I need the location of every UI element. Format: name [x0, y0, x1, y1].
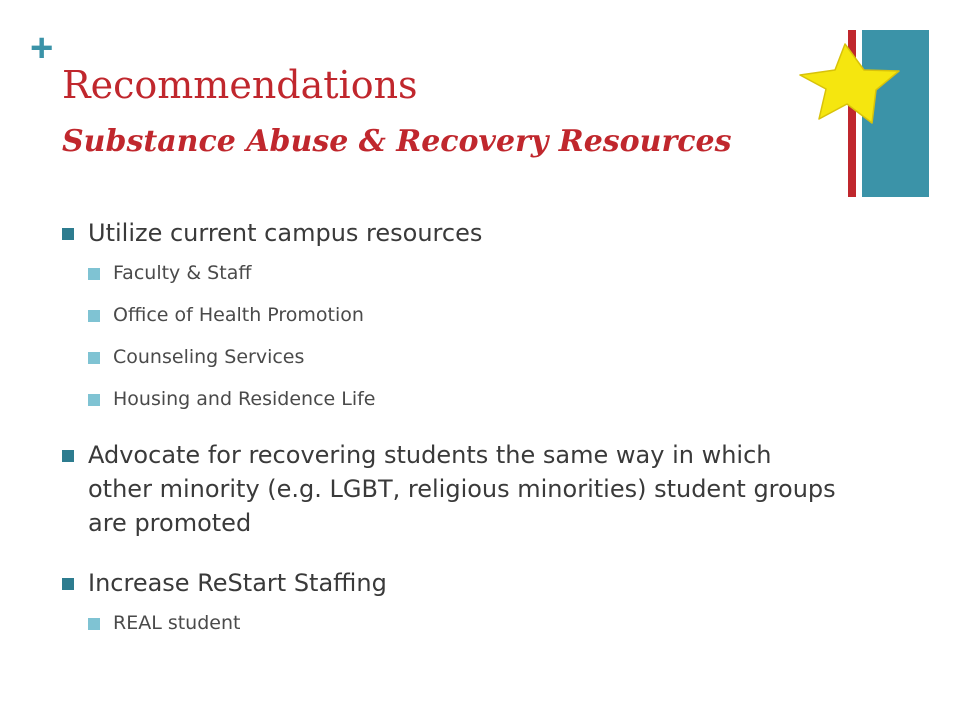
sub-bullet-text: Housing and Residence Life: [113, 388, 376, 410]
bullet-item: [62, 438, 842, 540]
bullet-text: Increase ReStart Staffing: [88, 569, 387, 597]
square-bullet-icon: [62, 578, 74, 590]
square-bullet-icon: [88, 618, 100, 630]
sub-bullet-item: [62, 386, 842, 412]
bullet-item: [62, 216, 842, 250]
sub-bullet-item: [62, 302, 842, 328]
plus-mark: +: [30, 26, 54, 70]
square-bullet-icon: [62, 228, 74, 240]
square-bullet-icon: [88, 310, 100, 322]
sub-bullet-text: Counseling Services: [113, 346, 305, 368]
slide-title: Recommendations: [62, 63, 418, 107]
sub-bullet-text: Faculty & Staff: [113, 262, 252, 284]
bullet-list: [62, 216, 842, 636]
sub-bullet-text: REAL student: [113, 612, 241, 634]
star-icon: [790, 30, 920, 130]
sub-bullet-text: Office of Health Promotion: [113, 304, 364, 326]
bullet-item: [62, 566, 842, 600]
square-bullet-icon: [62, 450, 74, 462]
sub-bullet-item: [62, 260, 842, 286]
sub-bullet-item: [62, 344, 842, 370]
sub-bullet-item: [62, 610, 842, 636]
bullet-text: Utilize current campus resources: [88, 219, 483, 247]
square-bullet-icon: [88, 268, 100, 280]
square-bullet-icon: [88, 394, 100, 406]
square-bullet-icon: [88, 352, 100, 364]
slide-subtitle: Substance Abuse & Recovery Resources: [62, 124, 732, 159]
bullet-text: Advocate for recovering students the same way in which other minority (e.g. LGBT, religious minorities) student groups are promoted: [88, 441, 836, 537]
